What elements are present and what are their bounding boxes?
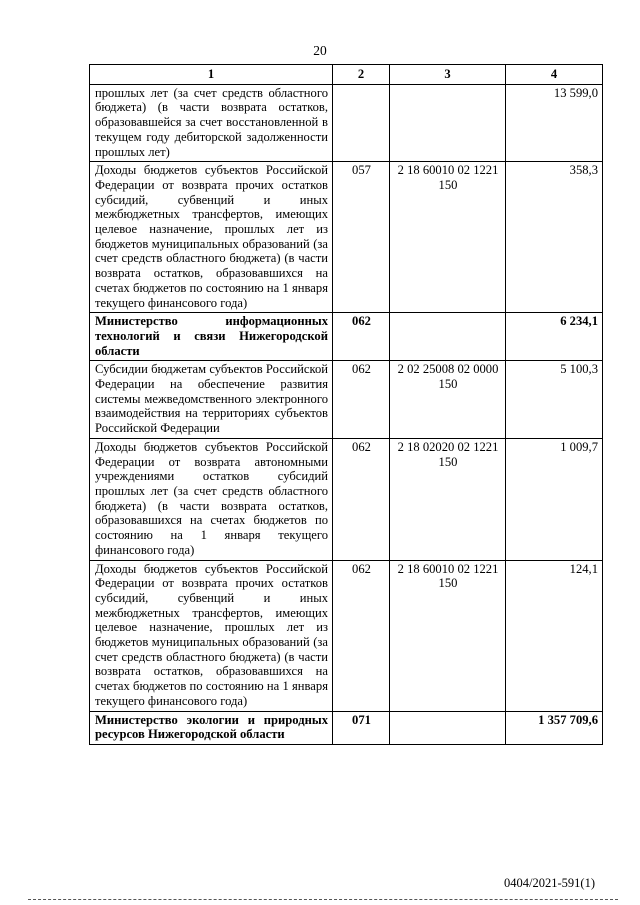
budget-class-code: 2 02 25008 02 0000 150	[390, 361, 506, 439]
row-amount: 5 100,3	[506, 361, 603, 439]
column-header: 2	[333, 65, 390, 85]
budget-class-code: 2 18 60010 02 1221 150	[390, 560, 506, 711]
row-name: Министерство информационных технологий и связи Нижегородской области	[90, 313, 333, 361]
row-name: Министерство экологии и природных ресурсов Нижегородской области	[90, 711, 333, 744]
table-row	[90, 84, 603, 162]
admin-code: 062	[333, 313, 390, 361]
admin-code	[333, 84, 390, 162]
row-amount: 6 234,1	[506, 313, 603, 361]
admin-code: 062	[333, 438, 390, 560]
admin-code: 062	[333, 361, 390, 439]
table-row	[90, 438, 603, 560]
table-header-row	[90, 65, 603, 85]
table-row	[90, 313, 603, 361]
row-name: прошлых лет (за счет средств областного бюджета) (в части возврата остатков, образовавшейся за счет восстановленной в текущем году дебиторской задолженности прошлых лет)	[90, 84, 333, 162]
row-amount: 124,1	[506, 560, 603, 711]
row-name: Доходы бюджетов субъектов Российской Федерации от возврата автономными учреждениями остатков субсидий прошлых лет (за счет средств областного бюджета) (в части возврата остатков, образовавшихся на счетах бюджетов по состоянию на 1 января текущего финансового года)	[90, 438, 333, 560]
budget-class-code	[390, 711, 506, 744]
table-row	[90, 560, 603, 711]
document-code: 0404/2021-591(1)	[504, 876, 595, 890]
admin-code: 057	[333, 162, 390, 313]
page-number: 20	[313, 43, 327, 58]
admin-code: 062	[333, 560, 390, 711]
column-header: 3	[390, 65, 506, 85]
row-name: Доходы бюджетов субъектов Российской Федерации от возврата прочих остатков субсидий, субвенций и иных межбюджетных трансфертов, имеющих целевое назначение, прошлых лет из бюджетов муниципальных образований (за счет средств областного бюджета) (в части возврата остатков, образовавшихся на счетах бюджетов по состоянию на 1 января текущего финансового года)	[90, 162, 333, 313]
budget-class-code	[390, 84, 506, 162]
row-amount: 1 009,7	[506, 438, 603, 560]
budget-class-code: 2 18 02020 02 1221 150	[390, 438, 506, 560]
column-header: 4	[506, 65, 603, 85]
row-name: Доходы бюджетов субъектов Российской Федерации от возврата прочих остатков субсидий, субвенций и иных межбюджетных трансфертов, имеющих целевое назначение, прошлых лет из бюджетов муниципальных образований (за счет средств областного бюджета) (в части возврата остатков, образовавшихся на счетах бюджетов по состоянию на 1 января текущего финансового года)	[90, 560, 333, 711]
table-row	[90, 162, 603, 313]
table-row	[90, 361, 603, 439]
bottom-divider	[28, 899, 618, 900]
row-amount: 13 599,0	[506, 84, 603, 162]
budget-class-code: 2 18 60010 02 1221 150	[390, 162, 506, 313]
column-header: 1	[90, 65, 333, 85]
row-name: Субсидии бюджетам субъектов Российской Федерации на обеспечение развития системы межведомственного электронного взаимодействия на территориях субъектов Российской Федерации	[90, 361, 333, 439]
table-row	[90, 711, 603, 744]
row-amount: 1 357 709,6	[506, 711, 603, 744]
budget-class-code	[390, 313, 506, 361]
admin-code: 071	[333, 711, 390, 744]
revenue-table	[89, 64, 603, 745]
row-amount: 358,3	[506, 162, 603, 313]
